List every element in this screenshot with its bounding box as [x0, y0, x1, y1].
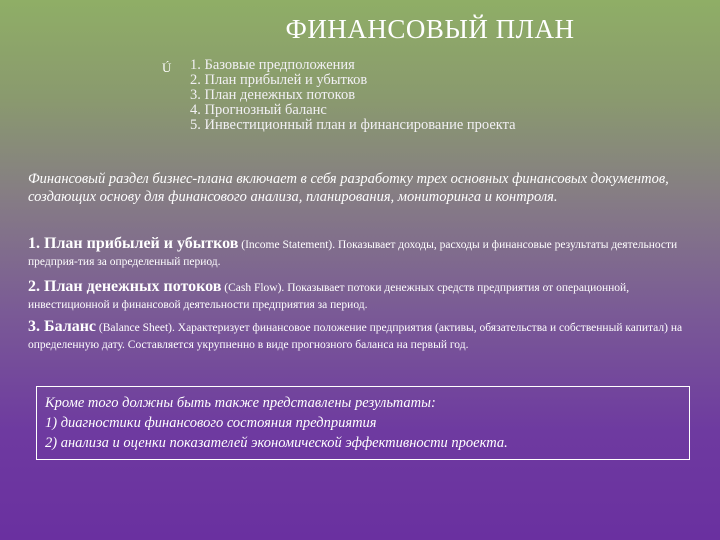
section-description: Характеризует финансовое положение предприятия (активы, обязательства и собственный капитал) на определенную дату. Составляется укрупненно в виде прогнозного баланса на первый год. — [28, 322, 683, 351]
section-english-name: (Balance Sheet). — [98, 322, 175, 334]
list-item: 2. План прибылей и убытков — [190, 72, 368, 88]
section-description: Показывает доходы, расходы и финансовые результаты деятельности предприя-тия за определенный период. — [28, 239, 678, 268]
section-english-name: (Cash Flow). — [224, 282, 285, 294]
list-item: 5. Инвестиционный план и финансирование проекта — [190, 117, 516, 133]
section-description: Показывает потоки денежных средств предприятия от операционной, инвестиционной и финансовой деятельности предприятия за период. — [28, 282, 630, 311]
intro-paragraph: Финансовый раздел бизнес-плана включает в себя разработку трех основных финансовых документов, создающих основу для финансового анализа, планирования, мониторинга и контроля. — [28, 171, 669, 205]
results-box-line: 1) диагностики финансового состояния предприятия — [45, 415, 377, 431]
section-english-name: (Income Statement). — [241, 239, 336, 251]
plan-contents-list — [160, 58, 516, 133]
list-item: 3. План денежных потоков — [190, 87, 356, 103]
section-heading: 2. План денежных потоков — [28, 278, 222, 295]
list-item: 4. Прогнозный баланс — [190, 102, 327, 118]
section-heading: 1. План прибылей и убытков — [28, 235, 239, 252]
results-box-line: Кроме того должны быть также представлены результаты: — [45, 395, 436, 411]
arrow-bullet-icon: Ú — [162, 60, 172, 75]
section-balance-sheet — [28, 318, 696, 354]
section-cash-flow — [28, 278, 696, 314]
section-income-statement — [28, 235, 696, 271]
results-box-line: 2) анализа и оценки показателей экономической эффективности проекта. — [45, 435, 508, 451]
slide-title: ФИНАНСОВЫЙ ПЛАН — [285, 14, 575, 44]
list-item: 1. Базовые предположения — [190, 57, 355, 73]
results-box — [36, 386, 690, 460]
section-heading: 3. Баланс — [28, 318, 97, 335]
